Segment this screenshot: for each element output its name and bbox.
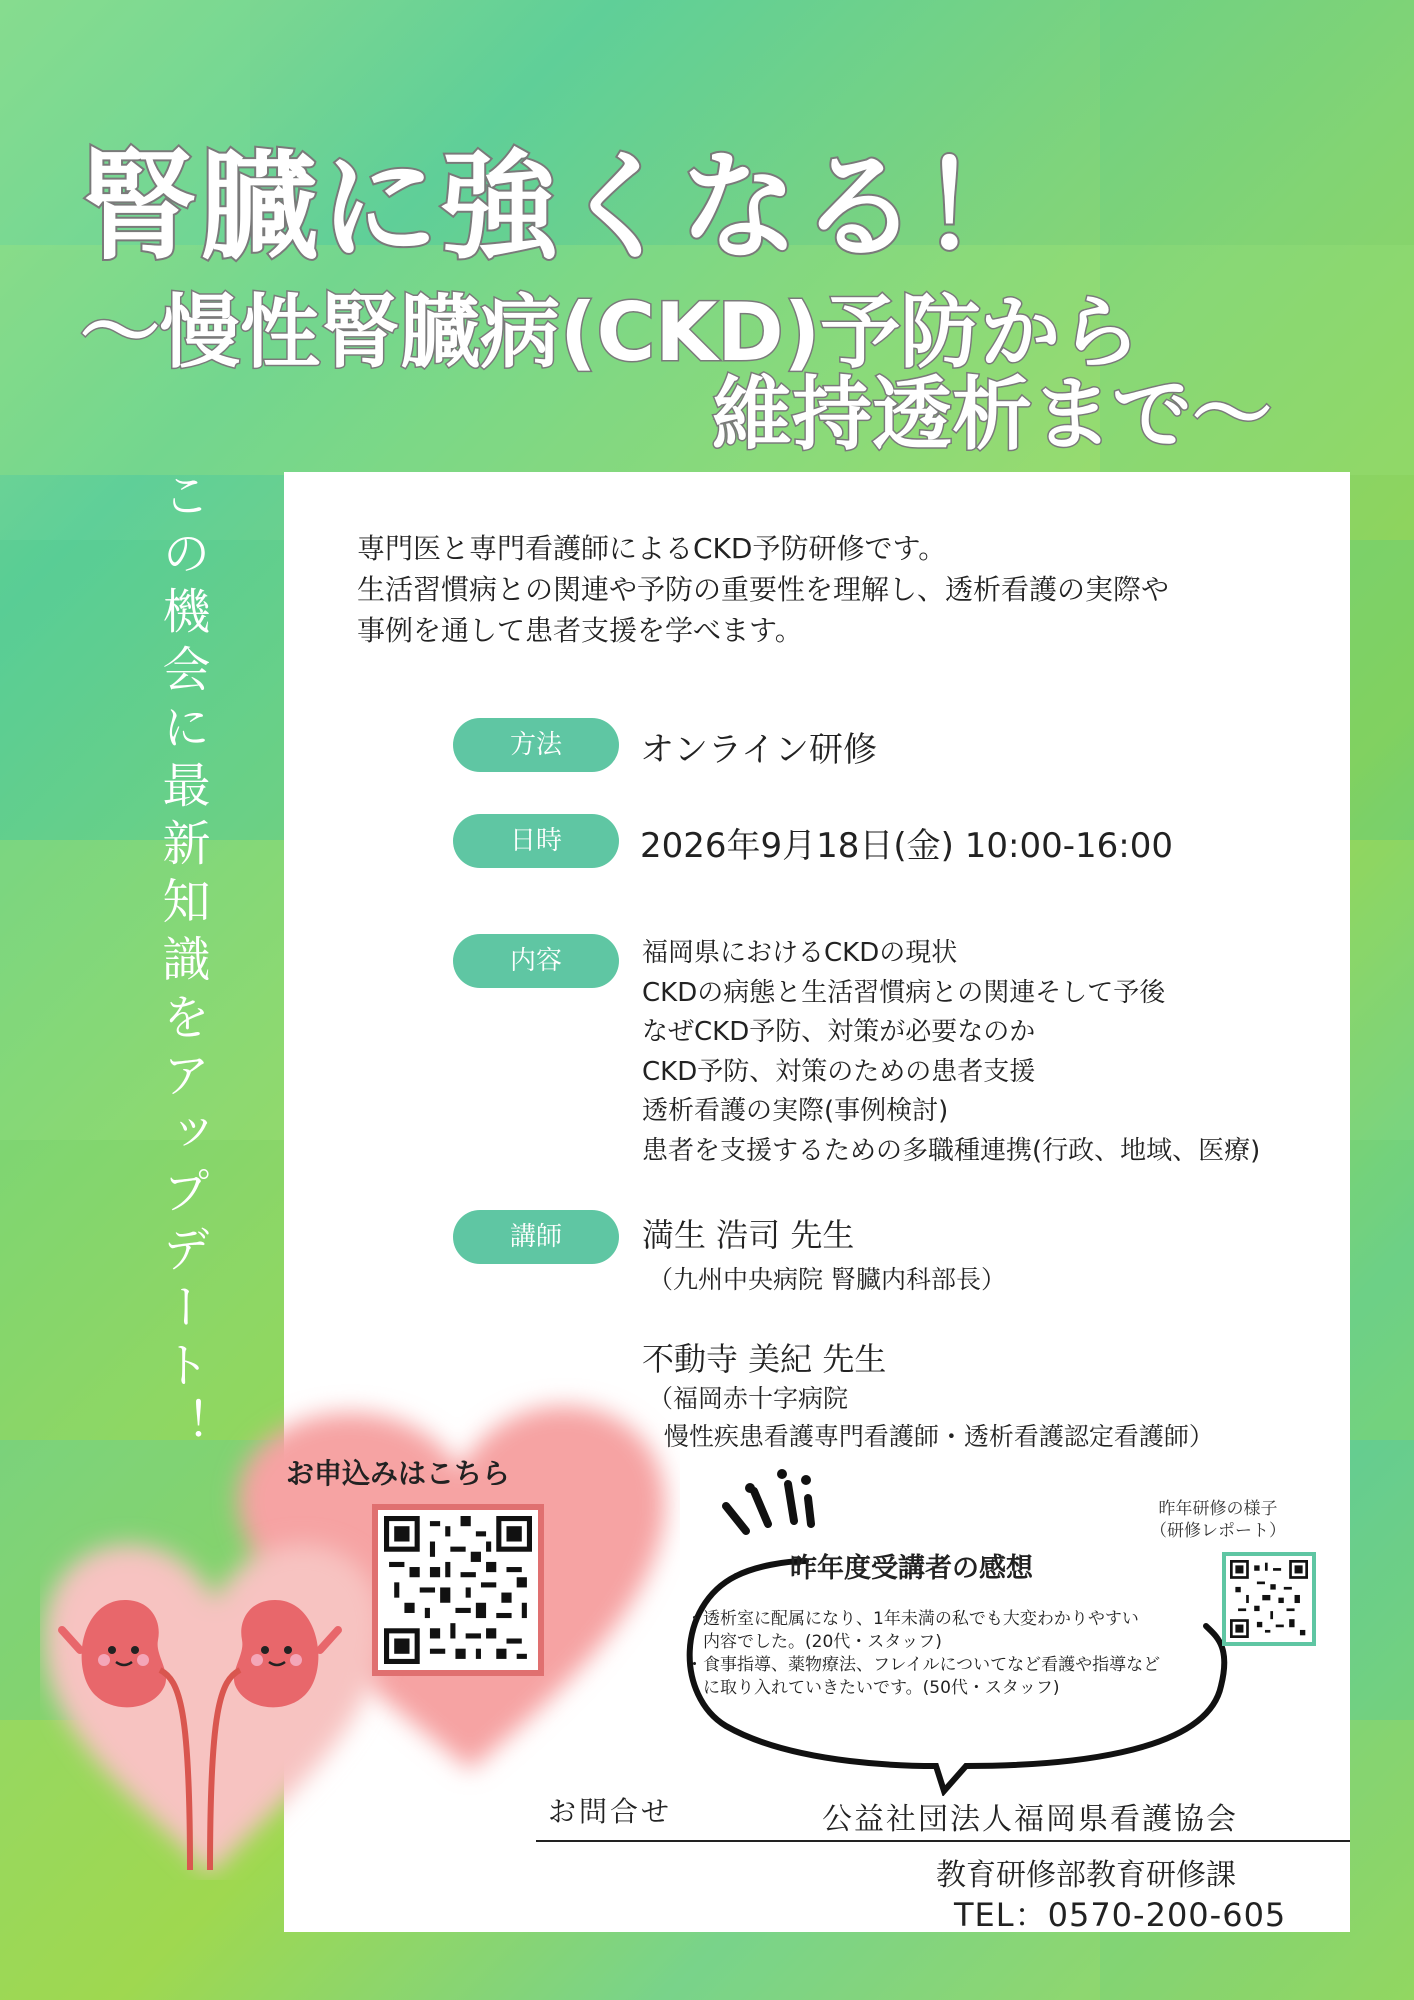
feedback-item: ・食事指導、薬物療法、フレイルについてなど看護や指導など に取り入れていきたいです。(50代・スタッフ) [686, 1655, 1161, 1698]
qr-code-icon [384, 1516, 532, 1664]
content-item: CKDの病態と生活習慣病との関連そして予後 [642, 977, 1166, 1008]
main-title: 腎臓に強くなる！ [80, 138, 1041, 276]
last-year-label: 昨年研修の様子 （研修レポート） [1150, 1499, 1286, 1541]
contact-label: お問合せ [548, 1795, 673, 1828]
content-item: 患者を支援するための多職種連携(行政、地域、医療) [642, 1135, 1261, 1166]
feedback-title: 昨年度受講者の感想 [790, 1553, 1033, 1584]
lecturer-name: 満生 浩司 先生 [642, 1216, 855, 1254]
contact-divider [536, 1840, 1350, 1842]
feedback-list [686, 1608, 1160, 1700]
report-qr-link[interactable] [1222, 1552, 1316, 1646]
apply-qr-link[interactable] [372, 1504, 544, 1676]
lecturer-affiliation: （福岡赤十字病院 慢性疾患看護専門看護師・透析看護認定看護師） [648, 1384, 1214, 1451]
content-list [642, 934, 1260, 1171]
subtitle-line1: ～慢性腎臓病(CKD)予防から [80, 286, 1141, 379]
vertical-slogan: この機会に最新知識をアップデート！ [154, 470, 210, 1456]
lecturer-badge: 講師 [453, 1210, 619, 1264]
lecturer-name: 不動寺 美紀 先生 [642, 1340, 887, 1378]
lecturer-affiliation: （九州中央病院 腎臓内科部長） [648, 1265, 1006, 1294]
contact-tel[interactable]: TEL：0570-200-605 [954, 1896, 1287, 1934]
qr-code-icon [1230, 1560, 1308, 1638]
contact-dept: 教育研修部教育研修課 [936, 1858, 1236, 1893]
apply-label: お申込みはこちら [286, 1457, 511, 1490]
subtitle-line2: 維持透析まで～ [712, 368, 1272, 461]
method-badge: 方法 [453, 718, 619, 772]
content-item: 透析看護の実際(事例検討) [642, 1096, 949, 1126]
datetime-badge: 日時 [453, 814, 619, 868]
content-item: なぜCKD予防、対策が必要なのか [642, 1017, 1036, 1047]
intro-text: 専門医と専門看護師によるCKD予防研修です。 生活習慣病との関連や予防の重要性を理解し、透析看護の実際や 事例を通して患者支援を学べます。 [357, 532, 1170, 647]
feedback-item: ・透析室に配属になり、1年未満の私でも大変わかりやすい 内容でした。(20代・スタッフ) [686, 1609, 1139, 1652]
datetime-value: 2026年9月18日(金) 10:00-16:00 [640, 826, 1173, 866]
method-value: オンライン研修 [640, 730, 877, 770]
content-item: CKD予防、対策のための患者支援 [642, 1056, 1036, 1087]
content-item: 福岡県におけるCKDの現状 [642, 938, 958, 968]
content-badge: 内容 [453, 934, 619, 988]
contact-org: 公益社団法人福岡県看護協会 [822, 1802, 1238, 1837]
